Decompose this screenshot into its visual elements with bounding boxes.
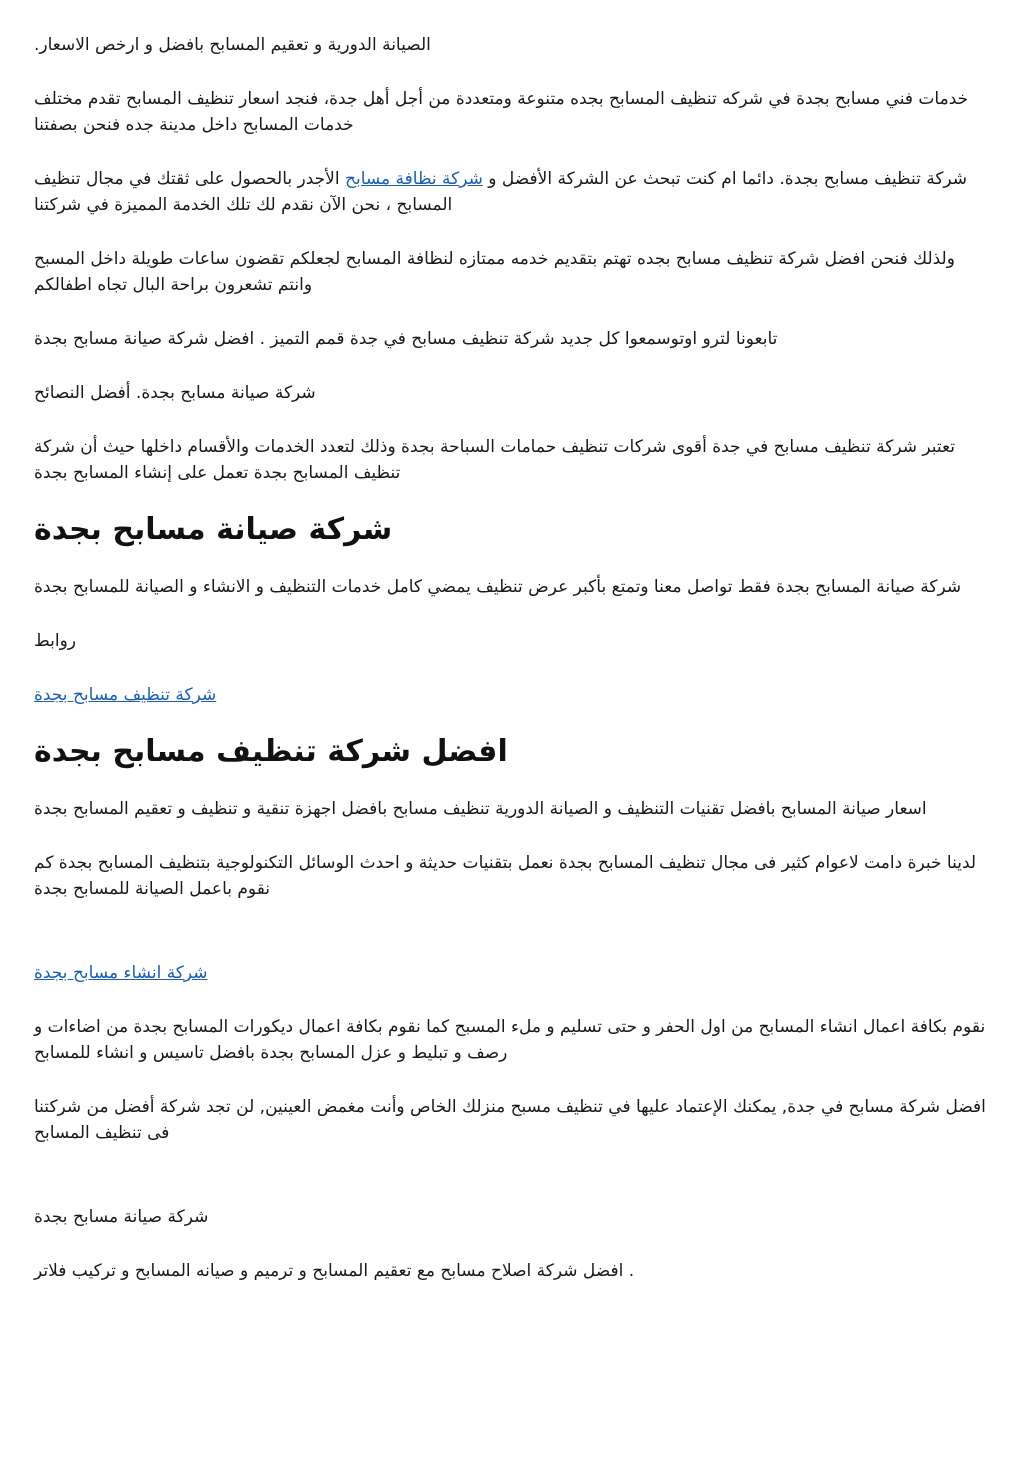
heading-pool-maintenance: شركة صيانة مسابح بجدة — [34, 512, 393, 547]
paragraph-rely-on-us: افضل شركة مسابح في جدة, يمكنك الإعتماد عليها في تنظيف مسبح منزلك الخاص وأنت مغمض العينين, لن تجد شركة أفضل من شركتنا فى تنظيف المسابح — [34, 1097, 986, 1143]
document-page — [0, 32, 1024, 1481]
paragraph-cleaning-company — [34, 166, 990, 218]
link-row-construction — [34, 960, 990, 986]
paragraph-text-after-link: الأجدر بالحصول على ثقتك في مجال تنظيف المسابح ، نحن الآن نقدم لك تلك الخدمة المميزة في شركتنا — [34, 169, 453, 215]
link-row-cleaning — [34, 682, 990, 708]
link-pool-cleaning-jeddah[interactable]: شركة تنظيف مسابح بجدة — [34, 685, 217, 705]
paragraph-repair-company: . افضل شركة اصلاح مسابح مع تعقيم المسابح و ترميم و صيانه المسابح و تركيب فلاتر — [34, 1261, 635, 1281]
paragraph-follow-us: تابعونا لترو اوتوسمعوا كل جديد شركة تنظيف مسابح في جدة قمم التميز . افضل شركة صيانة مسابح بجدة — [34, 329, 778, 349]
paragraph-experience: لدينا خبرة دامت لاعوام كثير فى مجال تنظيف المسابح بجدة نعمل بتقنيات حديثة و احدث الوسائل التكنولوجية بتنظيف المسابح بجدة كم نقوم باعمل الصيانة للمسابح بجدة — [34, 853, 977, 899]
paragraph-best-tips: شركة صيانة مسابح بجدة. أفضل النصائح — [34, 383, 316, 403]
paragraph-contact-us: شركة صيانة المسابح بجدة فقط تواصل معنا وتمتع بأكبر عرض تنظيف يمضي كامل خدمات التنظيف و الانشاء و الصيانة للمسابح بجدة — [34, 577, 962, 597]
paragraph-construction-works: نقوم بكافة اعمال انشاء المسابح من اول الحفر و حتى تسليم و ملء المسبح كما نقوم بكافة اعمال ديكورات المسابح بجدة من اضاءات و رصف و تبليط و عزل المسابح بجدة بافضل تاسيس و انشاء للمسابح — [34, 1017, 986, 1063]
link-pool-construction-jeddah[interactable]: شركة انشاء مسابح بجدة — [34, 963, 208, 983]
paragraph-maintenance-techniques: اسعار صيانة المسابح بافضل تقنيات التنظيف و الصيانة الدورية تنظيف مسابح بافضل اجهزة تنقية و تنظيف و تعقيم المسابح بجدة — [34, 799, 927, 819]
paragraph-maintenance-company: شركة صيانة مسابح بجدة — [34, 1207, 209, 1227]
link-pool-cleaning-company[interactable]: شركة نظافة مسابح — [345, 169, 483, 189]
paragraph-links-label: روابط — [34, 631, 77, 651]
paragraph-technician-services: خدمات فني مسابح بجدة في شركه تنظيف المسابح بجده متنوعة ومتعددة من أجل أهل جدة، فنجد اسعار تنظيف المسابح تقدم مختلف خدمات المسابح داخل مدينة جده فنحن بصفتنا — [34, 89, 969, 135]
paragraph-best-company: ولذلك فنحن افضل شركة تنظيف مسابح بجده تهتم بتقديم خدمه ممتازه لنظافة المسابح لجعلكم تقضون ساعات طويلة داخل المسبح وانتم تشعرون براحة البال تجاه اطفالكم — [34, 249, 955, 295]
paragraph-text-before-link: شركة تنظيف مسابح بجدة. دائما ام كنت تبحث عن الشركة الأفضل و — [482, 169, 968, 189]
paragraph-maintenance-prices: الصيانة الدورية و تعقيم المسابح بافضل و ارخص الاسعار. — [34, 35, 431, 55]
heading-best-cleaning-company: افضل شركة تنظيف مسابح بجدة — [34, 734, 508, 769]
paragraph-strongest-company: تعتبر شركة تنظيف مسابح في جدة أقوى شركات تنظيف حمامات السباحة بجدة وذلك لتعدد الخدمات والأقسام داخلها حيث أن شركة تنظيف المسابح بجدة تعمل على إنشاء المسابح بجدة — [34, 437, 955, 483]
document-body — [34, 32, 990, 1284]
